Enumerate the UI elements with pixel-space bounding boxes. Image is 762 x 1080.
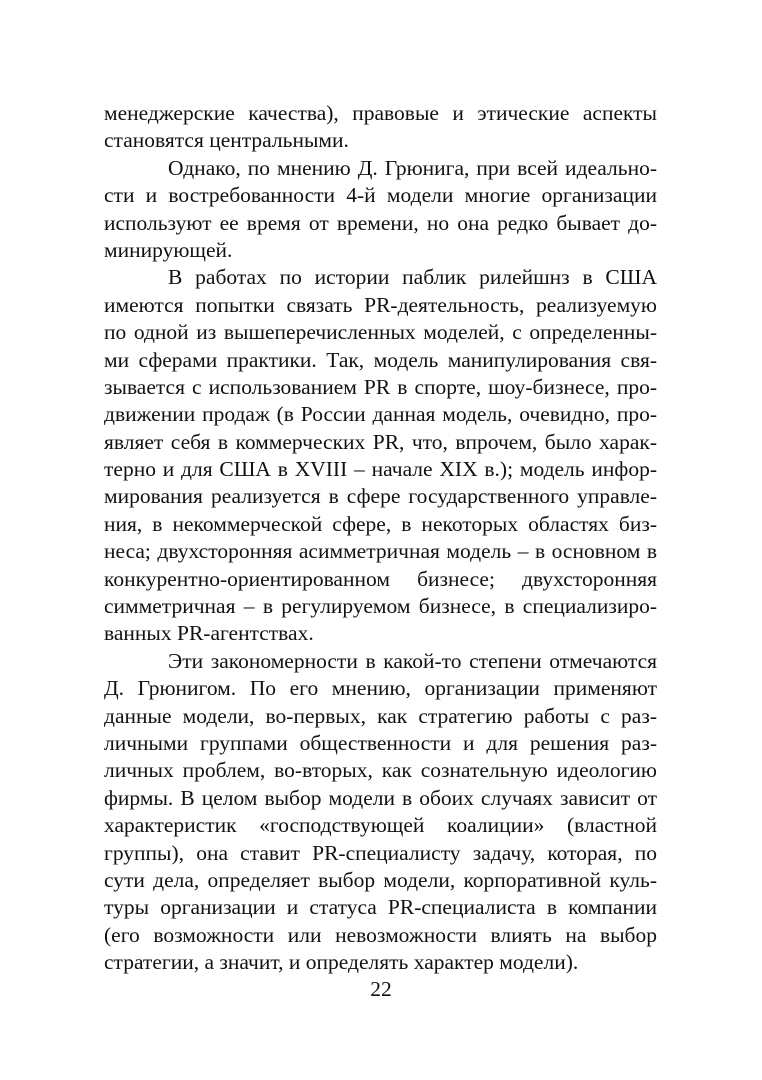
text-line: зывается с использованием PR в спорте, шоу-бизнесе, про- — [104, 374, 657, 399]
text-line: личных проблем, во-вторых, как сознательную идеологию — [104, 758, 657, 783]
text-line: Эти закономерности в какой-то степени отмечаются — [168, 648, 657, 673]
paragraph — [104, 155, 657, 265]
text-line: характеристик «господствующей коалиции» (властной — [104, 813, 657, 838]
text-line: менеджерские качества), правовые и этические аспекты — [104, 101, 657, 125]
text-line: терно и для США в XVIII – начале XIX в.); модель инфор- — [104, 457, 657, 482]
text-line: становятся центральными. — [104, 128, 349, 153]
text-line: неса; двухсторонняя асимметричная модель – в основном в — [104, 539, 657, 564]
text-line: (его возможности или невозможности влиять на выбор — [104, 922, 657, 947]
text-line: личными группами общественности и для решения раз- — [104, 730, 657, 755]
text-line: Однако, по мнению Д. Грюнига, при всей идеально- — [168, 155, 657, 180]
text-line: ния, в некоммерческой сфере, в некоторых областях биз- — [104, 511, 657, 536]
text-line: по одной из вышеперечисленных моделей, с определенны- — [104, 320, 657, 345]
body-text — [104, 100, 657, 977]
page-number: 22 — [370, 977, 392, 1001]
text-line: используют ее время от времени, но она редко бывает до- — [104, 210, 657, 235]
text-line: имеются попытки связать PR-деятельность, реализуемую — [104, 292, 657, 317]
text-line: симметричная – в регулируемом бизнесе, в специализиро- — [104, 594, 657, 619]
text-line: В работах по истории паблик рилейшнз в США — [168, 265, 657, 290]
text-line: конкурентно-ориентированном бизнесе; двухсторонняя — [104, 566, 657, 591]
text-line: сти и востребованности 4-й модели многие организации — [104, 183, 657, 208]
text-line: данные модели, во-первых, как стратегию работы с раз- — [104, 703, 657, 728]
text-line: являет себя в коммерческих PR, что, впрочем, было харак- — [104, 429, 657, 454]
text-line: минирующей. — [104, 237, 233, 262]
text-line: ми сферами практики. Так, модель манипулирования свя- — [104, 347, 657, 372]
text-line: ванных PR-агентствах. — [104, 621, 314, 646]
text-line: мирования реализуется в сфере государственного управле- — [104, 484, 657, 509]
text-line: движении продаж (в России данная модель, очевидно, про- — [104, 402, 657, 427]
text-line: Д. Грюнигом. По его мнению, организации применяют — [104, 676, 657, 701]
text-line: группы), она ставит PR-специалисту задачу, которая, по — [104, 840, 657, 865]
text-line: сути дела, определяет выбор модели, корпоративной куль- — [104, 867, 657, 892]
paragraph — [104, 100, 657, 155]
text-line: фирмы. В целом выбор модели в обоих случаях зависит от — [104, 785, 657, 810]
paragraph — [104, 648, 657, 977]
text-line: стратегии, а значит, и определять характер модели). — [104, 950, 579, 975]
text-line: туры организации и статуса PR-специалиста в компании — [104, 895, 657, 920]
paragraph — [104, 264, 657, 647]
